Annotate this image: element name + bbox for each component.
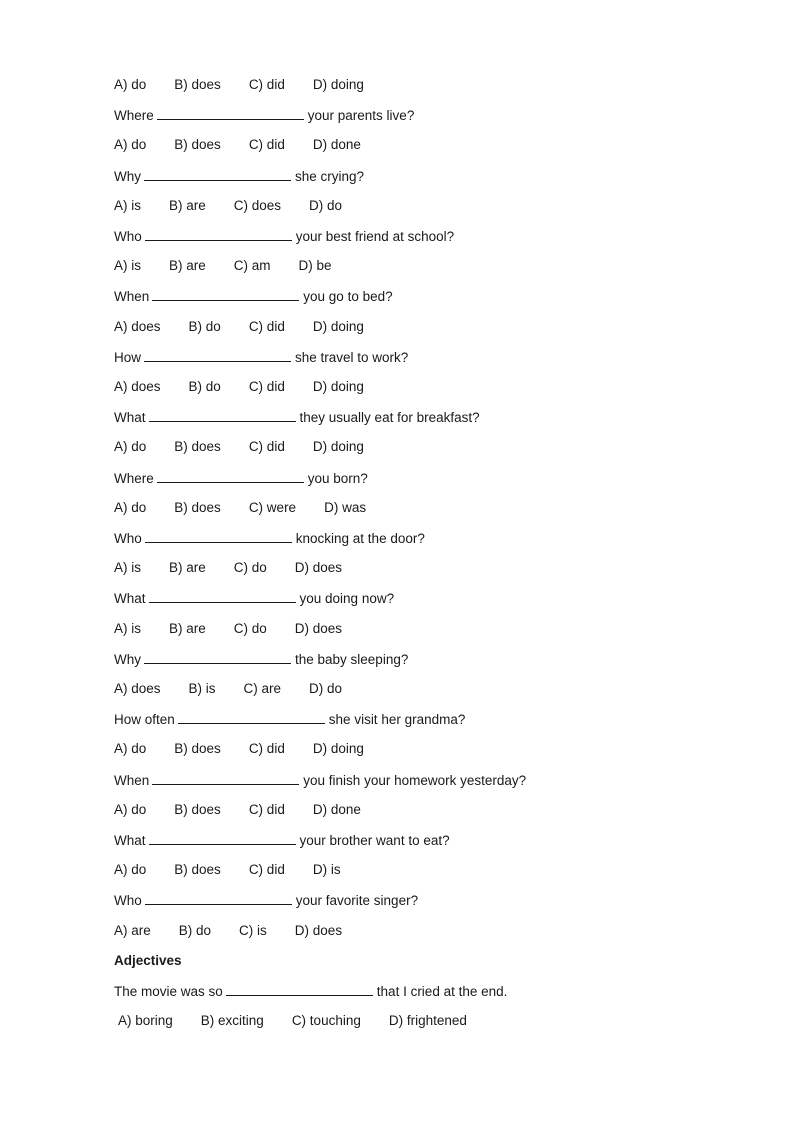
question-suffix: she visit her grandma? xyxy=(328,712,466,728)
question-line xyxy=(114,590,394,607)
question-suffix: you doing now? xyxy=(299,591,395,607)
answer-option[interactable]: B) does xyxy=(174,801,221,817)
answer-options xyxy=(114,258,332,274)
answer-option[interactable]: C) did xyxy=(248,801,285,817)
question-prefix: Where xyxy=(114,108,154,124)
question-prefix: Who xyxy=(114,531,142,546)
answer-blank[interactable] xyxy=(226,983,373,996)
answer-blank[interactable] xyxy=(144,168,291,181)
question-line xyxy=(114,107,414,124)
answer-option[interactable]: B) does xyxy=(174,137,221,153)
answer-blank[interactable] xyxy=(178,711,325,724)
question-prefix: Why xyxy=(114,168,141,184)
answer-option[interactable]: C) did xyxy=(248,77,285,92)
answer-options xyxy=(114,741,364,757)
answer-options xyxy=(114,802,361,818)
answer-blank[interactable] xyxy=(144,651,291,664)
answer-option[interactable]: A) is xyxy=(114,197,141,213)
answer-option[interactable]: D) doing xyxy=(312,318,364,334)
answer-option[interactable]: D) do xyxy=(309,681,343,696)
answer-blank[interactable] xyxy=(152,288,299,301)
answer-options xyxy=(114,319,364,335)
answer-blank[interactable] xyxy=(144,349,291,362)
question-line xyxy=(114,651,408,668)
answer-option[interactable]: D) does xyxy=(294,922,343,938)
answer-option[interactable]: B) do xyxy=(188,379,221,394)
question-prefix: Who xyxy=(114,229,142,244)
question-suffix: knocking at the door? xyxy=(295,531,425,546)
answer-option[interactable]: C) do xyxy=(233,620,267,636)
question-suffix: she crying? xyxy=(295,168,365,184)
question-prefix: Where xyxy=(114,470,154,486)
answer-option[interactable]: D) done xyxy=(312,137,361,153)
answer-option[interactable]: C) did xyxy=(248,862,285,878)
answer-option[interactable]: B) are xyxy=(169,197,206,213)
answer-option[interactable]: C) were xyxy=(248,499,297,515)
answer-option[interactable]: C) are xyxy=(243,681,282,696)
question-line xyxy=(114,349,408,366)
question-prefix: Why xyxy=(114,651,141,667)
question-suffix: your parents live? xyxy=(307,108,415,124)
answer-option[interactable]: D) doing xyxy=(312,77,364,92)
question-prefix: What xyxy=(114,591,146,607)
question-line xyxy=(114,983,507,1000)
question-line xyxy=(114,228,454,245)
question-suffix: the baby sleeping? xyxy=(295,651,409,667)
section-heading: Adjectives xyxy=(114,952,182,968)
answer-blank[interactable] xyxy=(145,892,292,905)
answer-option[interactable]: C) did xyxy=(248,318,285,334)
answer-option[interactable]: D) frightened xyxy=(388,1013,467,1029)
answer-option[interactable]: B) are xyxy=(169,620,206,636)
question-line xyxy=(114,711,465,728)
answer-option[interactable]: A) does xyxy=(114,681,161,696)
answer-option[interactable]: D) do xyxy=(309,197,343,213)
answer-option[interactable]: D) be xyxy=(298,258,332,274)
answer-options xyxy=(114,681,342,697)
question-line xyxy=(114,892,418,909)
question-prefix: How often xyxy=(114,712,175,728)
answer-options xyxy=(114,621,342,637)
answer-options xyxy=(114,379,364,395)
answer-blank[interactable] xyxy=(157,107,304,120)
question-suffix: you born? xyxy=(307,470,368,486)
question-suffix: they usually eat for breakfast? xyxy=(299,410,480,426)
answer-blank[interactable] xyxy=(149,832,296,845)
question-line xyxy=(114,409,480,426)
answer-option[interactable]: B) does xyxy=(174,77,221,92)
answer-option[interactable]: A) is xyxy=(114,620,141,636)
answer-option[interactable]: D) was xyxy=(324,499,367,515)
question-prefix: Who xyxy=(114,893,142,909)
answer-option[interactable]: B) does xyxy=(174,439,221,455)
question-suffix: you finish your homework yesterday? xyxy=(303,772,527,788)
answer-option[interactable]: C) did xyxy=(248,439,285,455)
answer-option[interactable]: D) doing xyxy=(312,379,364,394)
answer-option[interactable]: B) does xyxy=(174,499,221,515)
question-line xyxy=(114,288,393,305)
answer-option[interactable]: C) do xyxy=(233,560,267,576)
answer-blank[interactable] xyxy=(145,530,292,543)
answer-option[interactable]: D) does xyxy=(294,620,343,636)
answer-options xyxy=(114,198,342,214)
answer-blank[interactable] xyxy=(149,590,296,603)
answer-option[interactable]: B) are xyxy=(169,560,206,576)
answer-option[interactable]: B) does xyxy=(174,862,221,878)
question-prefix: When xyxy=(114,772,150,788)
answer-option[interactable]: C) did xyxy=(248,137,285,153)
question-suffix: you go to bed? xyxy=(303,289,393,305)
answer-option[interactable]: C) am xyxy=(233,258,271,274)
answer-option[interactable]: B) do xyxy=(188,318,221,334)
answer-option[interactable]: C) did xyxy=(248,741,285,757)
answer-option[interactable]: A) do xyxy=(114,77,147,92)
question-line xyxy=(114,470,368,487)
answer-blank[interactable] xyxy=(149,409,296,422)
answer-option[interactable]: A) do xyxy=(114,137,147,153)
question-prefix: When xyxy=(114,289,150,305)
question-line xyxy=(114,832,450,849)
question-suffix: your favorite singer? xyxy=(295,893,419,909)
question-suffix: she travel to work? xyxy=(295,349,409,365)
answer-option[interactable]: C) is xyxy=(239,922,267,938)
answer-option[interactable]: C) does xyxy=(233,197,282,213)
answer-option[interactable]: A) do xyxy=(114,439,147,455)
answer-option[interactable]: A) are xyxy=(114,922,151,938)
question-prefix: How xyxy=(114,349,142,365)
answer-blank[interactable] xyxy=(157,470,304,483)
question-suffix: your best friend at school? xyxy=(295,229,455,244)
answer-blank[interactable] xyxy=(152,772,299,785)
answer-option[interactable]: A) is xyxy=(114,560,141,576)
question-prefix: What xyxy=(114,833,146,848)
answer-options xyxy=(114,500,366,516)
answer-option[interactable]: A) do xyxy=(114,499,147,515)
answer-option[interactable]: A) do xyxy=(114,862,147,878)
question-suffix: that I cried at the end. xyxy=(376,984,508,999)
answer-option[interactable]: C) did xyxy=(248,379,285,394)
answer-options xyxy=(114,923,342,939)
question-prefix: What xyxy=(114,410,146,426)
answer-option[interactable]: D) done xyxy=(312,801,361,817)
answer-options xyxy=(114,560,342,576)
answer-option[interactable]: A) boring xyxy=(118,1013,173,1029)
answer-option[interactable]: C) touching xyxy=(291,1013,361,1029)
answer-option[interactable]: B) exciting xyxy=(200,1013,264,1029)
question-prefix: The movie was so xyxy=(114,984,223,999)
answer-option[interactable]: B) is xyxy=(188,681,216,696)
answer-option[interactable]: D) doing xyxy=(312,741,364,757)
question-line xyxy=(114,772,526,789)
answer-blank[interactable] xyxy=(145,228,292,241)
answer-option[interactable]: A) does xyxy=(114,318,161,334)
answer-option[interactable]: B) are xyxy=(169,258,206,274)
answer-option[interactable]: D) doing xyxy=(312,439,364,455)
question-suffix: your brother want to eat? xyxy=(299,833,450,848)
answer-option[interactable]: D) does xyxy=(294,560,343,576)
answer-options xyxy=(114,862,341,878)
answer-options xyxy=(114,77,364,93)
answer-option[interactable]: D) is xyxy=(312,862,341,878)
question-line xyxy=(114,168,364,185)
answer-options xyxy=(114,439,364,455)
answer-option[interactable]: A) do xyxy=(114,801,147,817)
answer-option[interactable]: B) do xyxy=(178,922,212,938)
question-line xyxy=(114,530,425,547)
answer-options xyxy=(114,137,361,153)
answer-option[interactable]: B) does xyxy=(174,741,221,757)
answer-option[interactable]: A) does xyxy=(114,379,161,394)
answer-option[interactable]: A) do xyxy=(114,741,147,757)
answer-option[interactable]: A) is xyxy=(114,258,141,274)
answer-options xyxy=(118,1013,467,1029)
